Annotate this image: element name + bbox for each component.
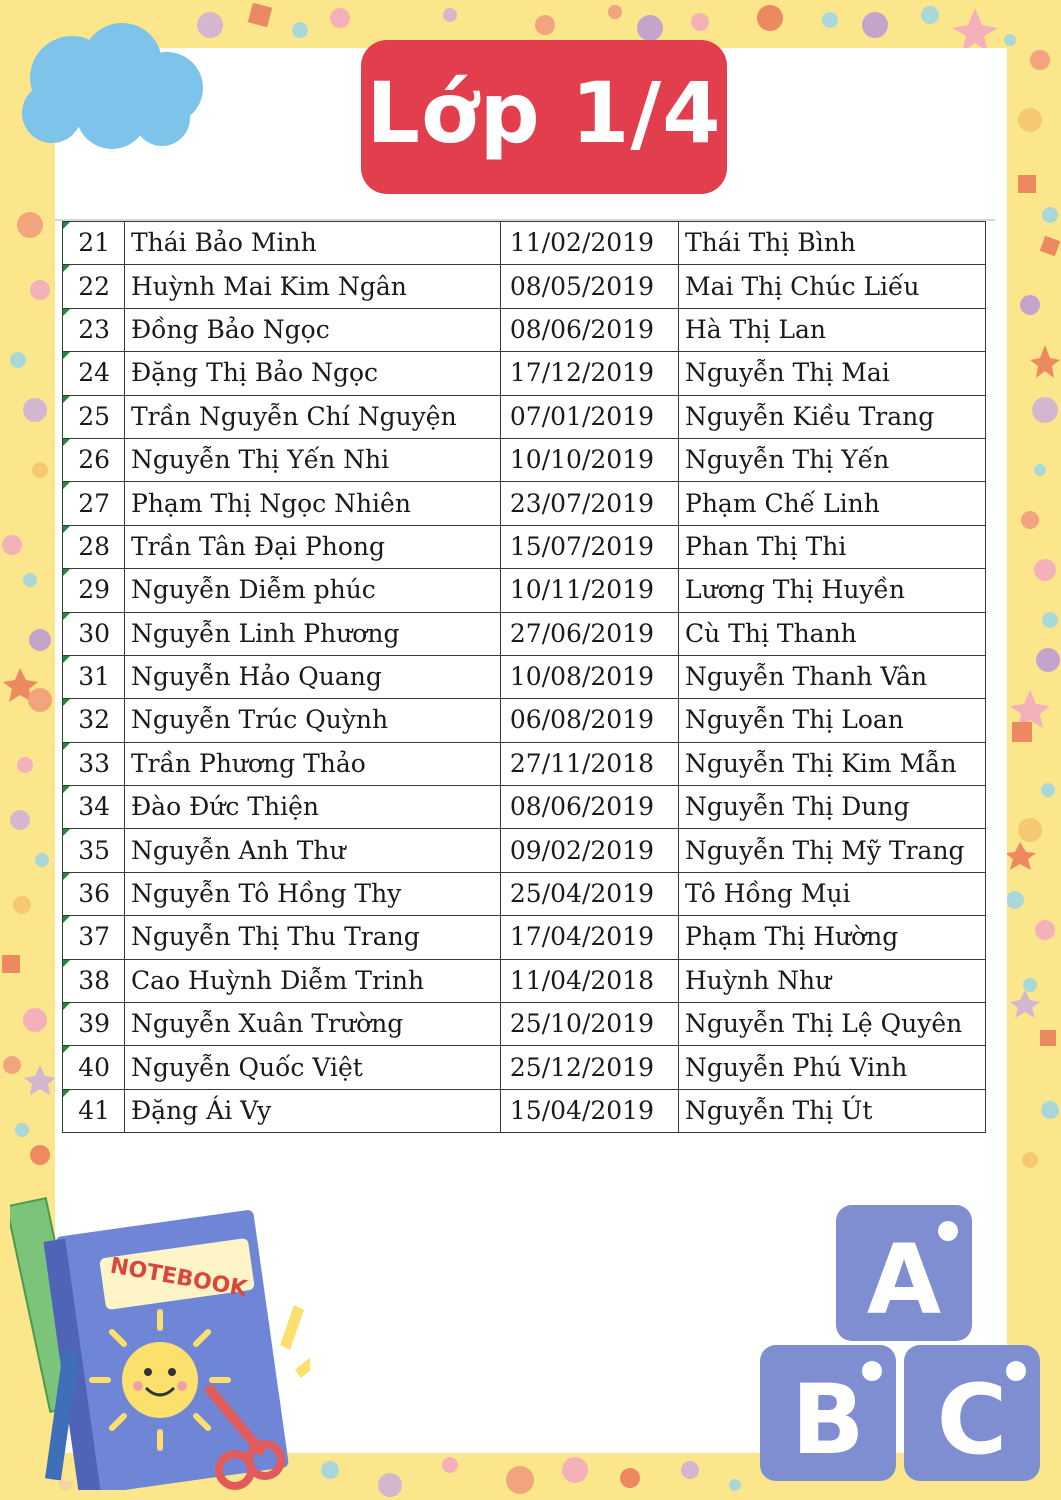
parent-name: Tô Hồng Mụi — [679, 872, 986, 915]
birth-date: 25/12/2019 — [501, 1046, 679, 1089]
table-row — [63, 699, 986, 742]
birth-date: 27/06/2019 — [501, 612, 679, 655]
student-name: Nguyễn Anh Thư — [125, 829, 501, 872]
parent-name: Huỳnh Như — [679, 959, 986, 1002]
parent-name: Nguyễn Thanh Vân — [679, 655, 986, 698]
birth-date: 25/10/2019 — [501, 1003, 679, 1046]
page-title: Lớp 1/4 — [366, 64, 722, 162]
notebook-icon — [10, 1180, 310, 1490]
parent-name: Phan Thị Thi — [679, 525, 986, 568]
parent-name: Mai Thị Chúc Liếu — [679, 265, 986, 308]
row-number: 22 — [63, 265, 125, 308]
row-number: 33 — [63, 742, 125, 785]
birth-date: 17/04/2019 — [501, 916, 679, 959]
table-row — [63, 569, 986, 612]
row-number: 40 — [63, 1046, 125, 1089]
birth-date: 11/02/2019 — [501, 222, 679, 265]
row-number: 26 — [63, 438, 125, 481]
parent-name: Nguyễn Thị Mỹ Trang — [679, 829, 986, 872]
student-name: Nguyễn Thị Thu Trang — [125, 916, 501, 959]
student-name: Nguyễn Thị Yến Nhi — [125, 438, 501, 481]
student-name: Đồng Bảo Ngọc — [125, 308, 501, 351]
table-row — [63, 612, 986, 655]
table-row — [63, 222, 986, 265]
birth-date: 06/08/2019 — [501, 699, 679, 742]
birth-date: 25/04/2019 — [501, 872, 679, 915]
parent-name: Nguyễn Thị Dung — [679, 786, 986, 829]
row-number: 28 — [63, 525, 125, 568]
birth-date: 09/02/2019 — [501, 829, 679, 872]
student-name: Đặng Ái Vy — [125, 1089, 501, 1132]
table-row — [63, 1046, 986, 1089]
table-row — [63, 959, 986, 1002]
student-name: Đặng Thị Bảo Ngọc — [125, 352, 501, 395]
row-number: 21 — [63, 222, 125, 265]
parent-name: Hà Thị Lan — [679, 308, 986, 351]
student-name: Nguyễn Tô Hồng Thy — [125, 872, 501, 915]
row-number: 24 — [63, 352, 125, 395]
row-number: 25 — [63, 395, 125, 438]
birth-date: 08/05/2019 — [501, 265, 679, 308]
row-number: 36 — [63, 872, 125, 915]
row-number: 30 — [63, 612, 125, 655]
birth-date: 08/06/2019 — [501, 786, 679, 829]
student-name: Huỳnh Mai Kim Ngân — [125, 265, 501, 308]
birth-date: 15/07/2019 — [501, 525, 679, 568]
student-name: Nguyễn Diễm phúc — [125, 569, 501, 612]
notebook-label: NOTEBOOK — [108, 1253, 249, 1303]
row-number: 32 — [63, 699, 125, 742]
birth-date: 11/04/2018 — [501, 959, 679, 1002]
parent-name: Nguyễn Thị Út — [679, 1089, 986, 1132]
student-name: Trần Phương Thảo — [125, 742, 501, 785]
birth-date: 15/04/2019 — [501, 1089, 679, 1132]
parent-name: Nguyễn Thị Mai — [679, 352, 986, 395]
roster-body — [63, 222, 986, 1133]
parent-name: Nguyễn Thị Loan — [679, 699, 986, 742]
parent-name: Phạm Chế Linh — [679, 482, 986, 525]
parent-name: Thái Thị Bình — [679, 222, 986, 265]
table-row — [63, 829, 986, 872]
student-name: Nguyễn Trúc Quỳnh — [125, 699, 501, 742]
table-row — [63, 872, 986, 915]
table-row — [63, 265, 986, 308]
student-name: Phạm Thị Ngọc Nhiên — [125, 482, 501, 525]
cloud-icon — [12, 18, 212, 153]
parent-name: Cù Thị Thanh — [679, 612, 986, 655]
parent-name: Nguyễn Thị Kim Mẫn — [679, 742, 986, 785]
table-row — [63, 352, 986, 395]
birth-date: 10/11/2019 — [501, 569, 679, 612]
parent-name: Lương Thị Huyền — [679, 569, 986, 612]
row-number: 38 — [63, 959, 125, 1002]
row-number: 31 — [63, 655, 125, 698]
row-number: 27 — [63, 482, 125, 525]
student-name: Nguyễn Linh Phương — [125, 612, 501, 655]
student-name: Thái Bảo Minh — [125, 222, 501, 265]
table-row — [63, 655, 986, 698]
birth-date: 27/11/2018 — [501, 742, 679, 785]
table-row — [63, 395, 986, 438]
abc-blocks-icon — [760, 1205, 1042, 1483]
block-letter-a: A — [866, 1224, 942, 1336]
block-letter-c: C — [936, 1364, 1008, 1476]
student-name: Cao Huỳnh Diễm Trinh — [125, 959, 501, 1002]
row-number: 23 — [63, 308, 125, 351]
row-number: 35 — [63, 829, 125, 872]
student-roster-table — [62, 221, 986, 1133]
row-number: 29 — [63, 569, 125, 612]
parent-name: Nguyễn Kiều Trang — [679, 395, 986, 438]
table-row — [63, 482, 986, 525]
table-row — [63, 438, 986, 481]
birth-date: 08/06/2019 — [501, 308, 679, 351]
table-row — [63, 916, 986, 959]
student-name: Nguyễn Hảo Quang — [125, 655, 501, 698]
student-name: Nguyễn Xuân Trường — [125, 1003, 501, 1046]
parent-name: Nguyễn Thị Yến — [679, 438, 986, 481]
row-number: 41 — [63, 1089, 125, 1132]
table-row — [63, 525, 986, 568]
row-number: 39 — [63, 1003, 125, 1046]
table-row — [63, 1003, 986, 1046]
student-name: Nguyễn Quốc Việt — [125, 1046, 501, 1089]
birth-date: 23/07/2019 — [501, 482, 679, 525]
row-number: 34 — [63, 786, 125, 829]
birth-date: 07/01/2019 — [501, 395, 679, 438]
birth-date: 10/10/2019 — [501, 438, 679, 481]
class-title-badge — [361, 40, 727, 194]
table-row — [63, 742, 986, 785]
student-name: Trần Nguyễn Chí Nguyện — [125, 395, 501, 438]
student-name: Trần Tân Đại Phong — [125, 525, 501, 568]
table-row — [63, 786, 986, 829]
table-row — [63, 1089, 986, 1132]
block-letter-b: B — [791, 1364, 865, 1476]
parent-name: Nguyễn Thị Lệ Quyên — [679, 1003, 986, 1046]
table-row — [63, 308, 986, 351]
student-name: Đào Đức Thiện — [125, 786, 501, 829]
parent-name: Phạm Thị Hường — [679, 916, 986, 959]
parent-name: Nguyễn Phú Vinh — [679, 1046, 986, 1089]
birth-date: 10/08/2019 — [501, 655, 679, 698]
birth-date: 17/12/2019 — [501, 352, 679, 395]
row-number: 37 — [63, 916, 125, 959]
